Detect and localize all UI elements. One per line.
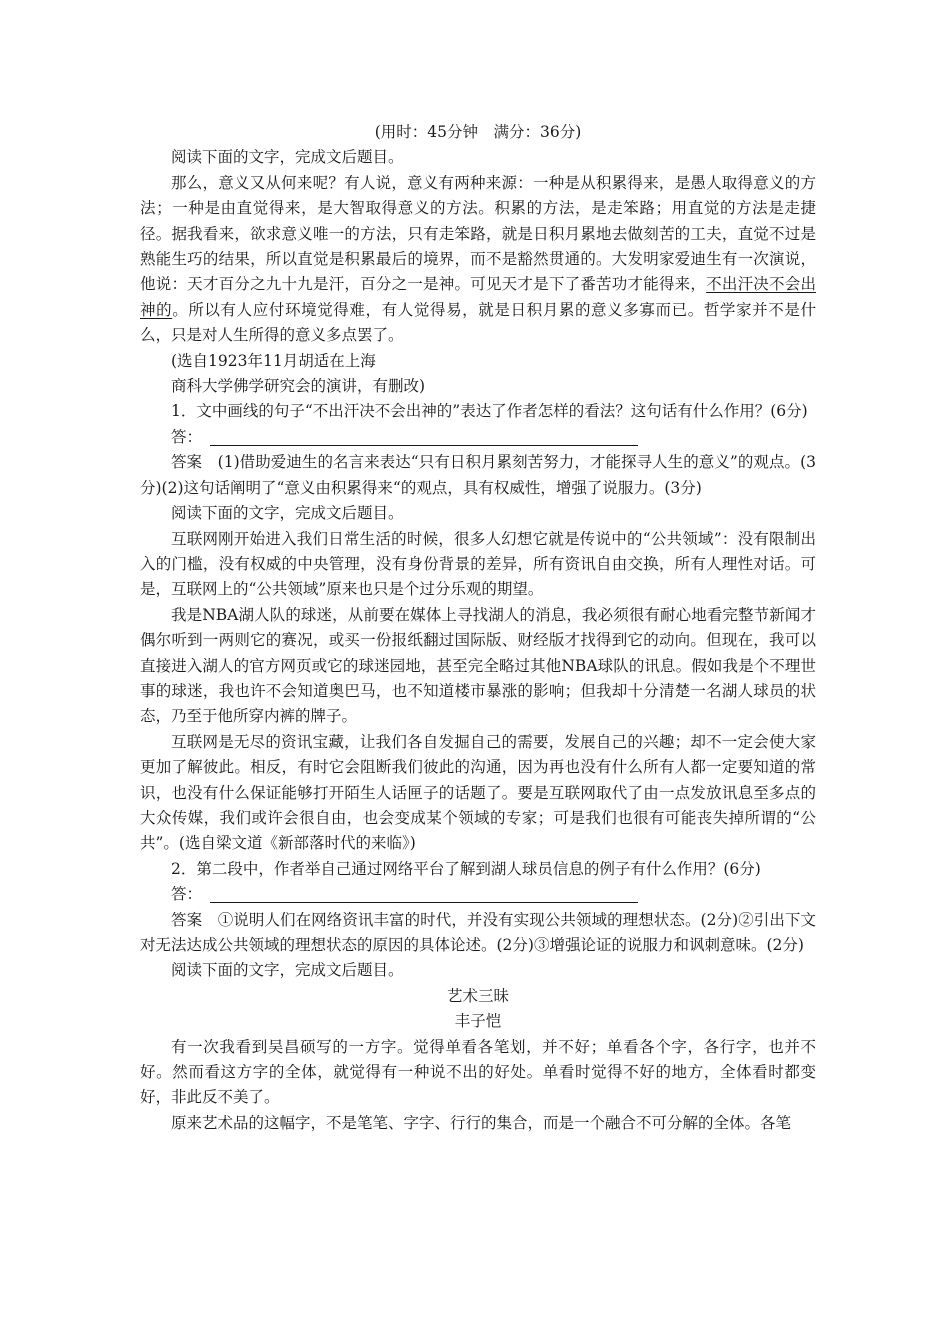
passage-2-paragraph: 互联网是无尽的资讯宝藏，让我们各自发掘自己的需要，发展自己的兴趣；却不一定会使大家更加了解彼此。相反，有时它会阻断我们彼此的沟通，因为再也没有什么所有人都一定要知道的常识，也没有什么保证能够打开陌生人话匣子的话题了。要是互联网取代了由一点发放讯息至多点的大众传媒，我们或许会很自由，也会变成某个领域的专家；可是我们也很有可能丧失掉所谓的“公共”。(选自梁文道《新部落时代的来临》) xyxy=(140,732,816,853)
underlined-sentence: 不出汗决不会出神的 xyxy=(140,275,816,319)
answer-line-1[interactable] xyxy=(210,427,638,446)
article-title: 艺术三昧 xyxy=(446,986,509,1005)
article-author: 丰子恺 xyxy=(454,1012,502,1031)
answer-blank-1 xyxy=(140,425,816,450)
answer-blank-2 xyxy=(140,882,816,907)
passage-2-paragraph: 互联网刚开始进入我们日常生活的时候，很多人幻想它就是传说中的“公共领域”：没有限制出入的门槛，没有权威的中央管理，没有身份背景的差异，所有资讯自由交换，所有人理性对话。可是，互联网上的“公共领域”原来也只是个过分乐观的期望。 xyxy=(140,529,816,599)
answer-prompt-1: 答： xyxy=(171,427,203,446)
answer-line-2[interactable] xyxy=(210,884,638,903)
instruction-3: 阅读下面的文字，完成文后题目。 xyxy=(171,961,404,980)
passage-3-paragraph: 原来艺术品的这幅字，不是笔笔、字字、行行的集合，而是一个融合不可分解的全体。各笔 xyxy=(171,1113,792,1132)
instruction-1: 阅读下面的文字，完成文后题目。 xyxy=(171,148,404,167)
question-2: 2．第二段中，作者举自己通过网络平台了解到湖人球员信息的例子有什么作用？(6分) xyxy=(171,859,761,878)
passage-1-text-a: 那么，意义又从何来呢？有人说，意义有两种来源：一种是从积累得来，是愚人取得意义的方法；一种是由直觉得来，是大智取得意义的方法。积累的方法，是走笨路；用直觉的方法是走捷径。据我看来，欲求意义唯一的方法，只有走笨路，就是日积月累地去做刻苦的工夫，直觉不过是熟能生巧的结果，所以直觉是积累最后的境界，而不是豁然贯通的。大发明家爱迪生有一次演说，他说：天才百分之九十九是汗，百分之一是神。可见天才是下了番苦功才能得来， xyxy=(140,173,816,294)
passage-1-text-b: 。所以有人应付环境觉得难，有人觉得易，就是日积月累的意义多寡而已。哲学家并不是什么，只是对人生所得的意义多点罢了。 xyxy=(140,300,816,345)
answer-prompt-2: 答： xyxy=(171,885,203,904)
passage-2-paragraph: 我是NBA湖人队的球迷，从前要在媒体上寻找湖人的消息，我必须很有耐心地看完整节新闻才偶尔听到一两则它的赛况，或买一份报纸翻过国际版、财经版才找得到它的动向。但现在，我可以直接进入湖人的官方网页或它的球迷园地，甚至完全略过其他NBA球队的讯息。假如我是个不理世事的球迷，我也许不会知道奥巴马，也不知道楼市暴涨的影响；但我却十分清楚一名湖人球员的状态，乃至于他所穿内裤的牌子。 xyxy=(140,605,816,726)
source-line-2: 商科大学佛学研究会的演讲，有删改) xyxy=(171,377,426,396)
question-1: 1．文中画线的句子“不出汗决不会出神的”表达了作者怎样的看法？这句话有什么作用？(6分) xyxy=(171,402,808,421)
source-line-1: (选自1923年11月胡适在上海 xyxy=(171,351,376,370)
answer-1: 答案 (1)借助爱迪生的名言来表达“只有日积月累刻苦努力，才能探寻人生的意义”的观点。(3分)(2)这句话阐明了“意义由积累得来“的观点，具有权威性，增强了说服力。(3分) xyxy=(140,453,816,497)
exam-timing: (用时：45分钟 满分：36分) xyxy=(374,123,582,141)
passage-1 xyxy=(140,171,816,349)
answer-2: 答案 ①说明人们在网络资讯丰富的时代，并没有实现公共领域的理想状态。(2分)②引出下文对无法达成公共领域的理想状态的原因的具体论述。(2分)③增强论证的说服力和讽刺意味。(2分) xyxy=(140,910,816,954)
instruction-2: 阅读下面的文字，完成文后题目。 xyxy=(171,504,404,523)
passage-3-paragraph: 有一次我看到吴昌硕写的一方字。觉得单看各笔划，并不好；单看各个字，各行字，也并不好。然而看这方字的全体，就觉得有一种说不出的好处。单看时觉得不好的地方，全体看时都变好，非此反不美了。 xyxy=(140,1037,816,1107)
